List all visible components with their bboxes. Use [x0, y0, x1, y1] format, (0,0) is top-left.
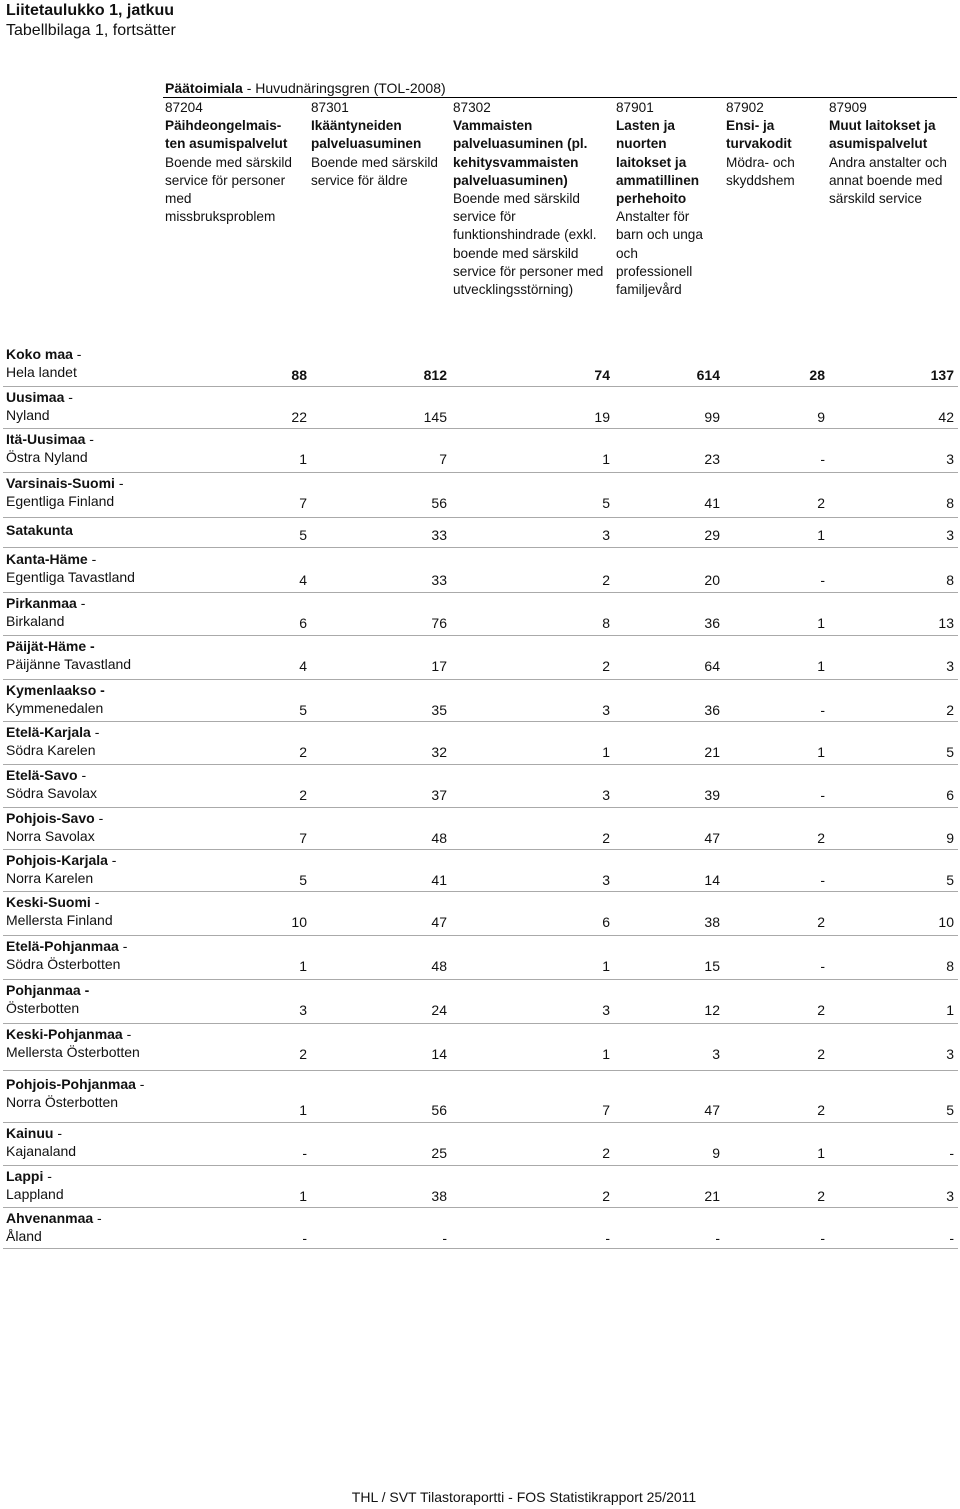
region-name [6, 345, 81, 381]
region-name-separator: - [64, 389, 73, 405]
cell-value: 2 [817, 830, 825, 846]
region-name [6, 981, 89, 1017]
cell-value: 1 [299, 1102, 307, 1118]
cell-value: 5 [299, 527, 307, 543]
region-name-sv: Norra Österbotten [6, 1094, 119, 1110]
cell-value: 1 [299, 1188, 307, 1204]
cell-value: 2 [946, 702, 954, 718]
region-name-fi-text: Etelä-Savo [6, 767, 78, 783]
region-name-separator: - [72, 346, 82, 362]
cell-value: 1 [817, 658, 825, 674]
row-divider [3, 807, 958, 808]
cell-value: 10 [291, 914, 307, 930]
column-title-fi: Ikääntyneiden palveluasuminen [311, 118, 422, 152]
region-name-fi-text: Lappi [6, 1168, 44, 1184]
region-name-fi-text: Ahvenanmaa [6, 1210, 94, 1226]
column-title-sv: Boende med särskild service för äldre [311, 154, 438, 188]
region-name [6, 681, 105, 717]
cell-value: 8 [602, 615, 610, 631]
cell-value: 5 [299, 872, 307, 888]
cell-value: 56 [431, 1102, 447, 1118]
cell-value: 7 [602, 1102, 610, 1118]
region-name-fi-text: Uusimaa [6, 389, 65, 405]
cell-value: 1 [946, 1002, 954, 1018]
region-name-sv: Åland [6, 1228, 42, 1244]
group-header [165, 80, 446, 96]
cell-value: 76 [431, 615, 447, 631]
cell-value: 28 [809, 367, 825, 383]
cell-value: 4 [299, 658, 307, 674]
region-name-fi [6, 1025, 140, 1043]
cell-value: 1 [299, 958, 307, 974]
region-name-sv: Kajanaland [6, 1143, 77, 1159]
region-name-fi-text: Pirkanmaa [6, 595, 77, 611]
region-name-sv: Mellersta Österbotten [6, 1044, 140, 1060]
cell-value: 1 [817, 1145, 825, 1161]
region-name-fi [6, 766, 97, 784]
column-code: 87301 [311, 100, 349, 115]
row-divider [3, 721, 958, 722]
region-name-fi [6, 851, 116, 869]
cell-value: 3 [946, 1046, 954, 1062]
region-name-separator: - [135, 1076, 145, 1092]
region-name-separator: - [107, 852, 117, 868]
cell-value: - [820, 872, 825, 888]
cell-value: 2 [817, 1046, 825, 1062]
column-title-sv: Anstalter för barn och unga och professionell familjevård [616, 209, 703, 298]
cell-value: 5 [946, 872, 954, 888]
cell-value: - [605, 1230, 610, 1246]
cell-value: 9 [946, 830, 954, 846]
cell-value: - [715, 1230, 720, 1246]
region-name [6, 594, 85, 630]
cell-value: 1 [602, 744, 610, 760]
region-name-fi-text: Pohjois-Karjala [6, 852, 108, 868]
cell-value: 99 [704, 409, 720, 425]
page-subtitle: Tabellbilaga 1, fortsätter [6, 22, 176, 39]
cell-value: - [820, 1230, 825, 1246]
cell-value: - [820, 572, 825, 588]
cell-value: 5 [299, 702, 307, 718]
row-divider [3, 635, 958, 636]
column-title-fi: Ensi- ja turvakodit [726, 118, 792, 152]
region-name [6, 430, 94, 466]
cell-value: 137 [930, 367, 954, 383]
region-name-fi-text: Kainuu [6, 1125, 54, 1141]
region-name-fi [6, 474, 124, 492]
cell-value: 2 [817, 1102, 825, 1118]
cell-value: 1 [602, 958, 610, 974]
region-name-fi [6, 1124, 76, 1142]
column-title-sv: Boende med särskild service för personer med missbruksproblem [165, 154, 292, 225]
region-name-sv: Lappland [6, 1186, 64, 1202]
column-code: 87909 [829, 100, 867, 115]
region-name-fi [6, 1209, 102, 1227]
cell-value: 47 [704, 1102, 720, 1118]
cell-value: 14 [704, 872, 720, 888]
row-divider [3, 979, 958, 980]
cell-value: 3 [946, 451, 954, 467]
cell-value: 2 [602, 658, 610, 674]
cell-value: 3 [946, 527, 954, 543]
cell-value: - [302, 1145, 307, 1161]
region-name-separator: - [76, 595, 86, 611]
region-name-separator: - [93, 1210, 102, 1226]
region-name-sv: Nyland [6, 407, 50, 423]
region-name-fi [6, 681, 105, 699]
cell-value: 37 [431, 787, 447, 803]
cell-value: 8 [946, 958, 954, 974]
row-divider [3, 1023, 958, 1024]
cell-value: 38 [704, 914, 720, 930]
cell-value: - [820, 787, 825, 803]
region-name-separator: - [53, 1125, 63, 1141]
region-name-separator: - [118, 938, 128, 954]
group-header-rest: - Huvudnäringsgren (TOL-2008) [242, 80, 446, 96]
region-name-fi-text: Varsinais-Suomi [6, 475, 115, 491]
row-divider [3, 1122, 958, 1123]
region-name [6, 851, 116, 887]
region-name-fi [6, 550, 135, 568]
cell-value: 3 [602, 1002, 610, 1018]
cell-value: 74 [594, 367, 610, 383]
region-name-separator: - [77, 767, 87, 783]
page-title: Liitetaulukko 1, jatkuu [6, 2, 175, 19]
region-name-separator: - [114, 475, 124, 491]
column-code: 87204 [165, 100, 203, 115]
region-name-sv: Östra Nyland [6, 449, 88, 465]
cell-value: 13 [938, 615, 954, 631]
header-rule [163, 97, 957, 98]
region-name-fi [6, 345, 81, 363]
column-title-sv: Boende med särskild service för funktionshindrade (exkl. boende med särskild service för personer med utvecklingsstörning) [453, 191, 604, 298]
column-title-fi: Lasten ja nuorten laitokset ja ammatillinen perhehoito [616, 118, 700, 207]
cell-value: 41 [704, 495, 720, 511]
region-name-fi-text: Keski-Suomi [6, 894, 91, 910]
cell-value: 32 [431, 744, 447, 760]
cell-value: 3 [602, 702, 610, 718]
region-name-fi-text: Keski-Pohjanmaa [6, 1026, 123, 1042]
region-name-fi [6, 981, 89, 999]
cell-value: 19 [594, 409, 610, 425]
cell-value: 2 [602, 830, 610, 846]
cell-value: 2 [817, 1188, 825, 1204]
region-name-fi-text: Kymenlaakso - [6, 682, 105, 698]
region-name-sv: Norra Savolax [6, 828, 95, 844]
region-name-fi-text: Itä-Uusimaa [6, 431, 86, 447]
cell-value: 3 [602, 872, 610, 888]
column-header-87901 [616, 99, 703, 299]
region-name [6, 521, 73, 539]
cell-value: 36 [704, 702, 720, 718]
region-name [6, 637, 131, 673]
row-divider [3, 679, 958, 680]
column-title-sv: Andra anstalter och annat boende med särskild service [829, 154, 947, 207]
cell-value: 5 [946, 1102, 954, 1118]
column-header-87301 [311, 99, 438, 190]
region-name [6, 388, 73, 424]
region-name-separator: - [87, 551, 97, 567]
region-name-separator: - [85, 431, 94, 447]
region-name-sv: Birkaland [6, 613, 65, 629]
row-divider [3, 547, 958, 548]
cell-value: 3 [946, 1188, 954, 1204]
column-title-fi: Päihdeongelmais- ten asumispalvelut [165, 118, 288, 152]
row-divider [3, 1248, 958, 1249]
cell-value: 1 [817, 527, 825, 543]
cell-value: 29 [704, 527, 720, 543]
region-name-sv: Kymmenedalen [6, 700, 104, 716]
cell-value: 36 [704, 615, 720, 631]
cell-value: 2 [817, 495, 825, 511]
region-name-fi [6, 809, 103, 827]
column-header-87902 [726, 99, 795, 190]
cell-value: 2 [602, 1145, 610, 1161]
cell-value: 20 [704, 572, 720, 588]
cell-value: 64 [704, 658, 720, 674]
cell-value: 47 [704, 830, 720, 846]
page-footer: THL / SVT Tilastoraportti - FOS Statistikrapport 25/2011 [351, 1489, 697, 1505]
cell-value: 6 [946, 787, 954, 803]
cell-value: 10 [938, 914, 954, 930]
cell-value: 25 [431, 1145, 447, 1161]
cell-value: - [820, 451, 825, 467]
cell-value: 2 [299, 744, 307, 760]
region-name-fi [6, 893, 113, 911]
cell-value: 24 [431, 1002, 447, 1018]
cell-value: 9 [712, 1145, 720, 1161]
cell-value: 4 [299, 572, 307, 588]
region-name-sv: Egentliga Finland [6, 493, 115, 509]
region-name [6, 937, 127, 973]
cell-value: 1 [602, 1046, 610, 1062]
cell-value: 23 [704, 451, 720, 467]
cell-value: 1 [817, 615, 825, 631]
region-name-fi [6, 430, 94, 448]
cell-value: 14 [431, 1046, 447, 1062]
region-name [6, 809, 103, 845]
cell-value: 2 [299, 787, 307, 803]
region-name-separator: - [90, 724, 100, 740]
region-name-fi [6, 1167, 64, 1185]
region-name-separator: - [43, 1168, 52, 1184]
column-header-87909 [829, 99, 947, 208]
cell-value: 3 [299, 1002, 307, 1018]
cell-value: - [949, 1230, 954, 1246]
cell-value: 21 [704, 744, 720, 760]
cell-value: 6 [299, 615, 307, 631]
column-title-fi: Muut laitokset ja asumispalvelut [829, 118, 936, 152]
row-divider [3, 1165, 958, 1166]
region-name [6, 1209, 102, 1245]
row-divider [3, 428, 958, 429]
cell-value: 38 [431, 1188, 447, 1204]
column-code: 87902 [726, 100, 764, 115]
row-divider [3, 935, 958, 936]
region-name-separator: - [90, 894, 100, 910]
cell-value: 12 [704, 1002, 720, 1018]
cell-value: 2 [602, 572, 610, 588]
cell-value: 2 [817, 914, 825, 930]
region-name-fi-text: Pohjanmaa - [6, 982, 90, 998]
region-name-fi [6, 937, 127, 955]
row-divider [3, 472, 958, 473]
region-name-fi-text: Satakunta [6, 522, 73, 538]
row-divider [3, 386, 958, 387]
cell-value: - [820, 958, 825, 974]
cell-value: 42 [938, 409, 954, 425]
cell-value: 33 [431, 527, 447, 543]
cell-value: 3 [946, 658, 954, 674]
column-title-fi: Vammaisten palveluasuminen (pl. kehitysvammaisten palveluasuminen) [453, 118, 588, 188]
cell-value: 5 [602, 495, 610, 511]
row-divider [3, 1070, 958, 1071]
cell-value: 3 [602, 787, 610, 803]
region-name [6, 1025, 140, 1061]
region-name [6, 1075, 144, 1111]
region-name [6, 474, 124, 510]
region-name-separator: - [94, 810, 104, 826]
column-header-87302 [453, 99, 603, 299]
row-divider [3, 517, 958, 518]
region-name-sv: Södra Österbotten [6, 956, 121, 972]
cell-value: 2 [602, 1188, 610, 1204]
cell-value: 17 [431, 658, 447, 674]
cell-value: 15 [704, 958, 720, 974]
cell-value: 614 [696, 367, 720, 383]
region-name-fi-text: Etelä-Karjala [6, 724, 91, 740]
cell-value: 2 [299, 1046, 307, 1062]
region-name-sv: Hela landet [6, 364, 77, 380]
cell-value: 47 [431, 914, 447, 930]
row-divider [3, 891, 958, 892]
cell-value: 56 [431, 495, 447, 511]
region-name-sv: Norra Karelen [6, 870, 94, 886]
region-name-sv: Södra Savolax [6, 785, 98, 801]
cell-value: 5 [946, 744, 954, 760]
region-name [6, 1167, 64, 1203]
cell-value: 21 [704, 1188, 720, 1204]
cell-value: 1 [299, 451, 307, 467]
region-name [6, 550, 135, 586]
column-header-87204 [165, 99, 292, 226]
group-header-bold: Päätoimiala [165, 80, 243, 96]
region-name-sv: Päijänne Tavastland [6, 656, 132, 672]
region-name-fi [6, 388, 73, 406]
cell-value: 7 [299, 830, 307, 846]
region-name-fi [6, 1075, 144, 1093]
row-divider [3, 592, 958, 593]
region-name-fi-text: Kanta-Häme [6, 551, 88, 567]
cell-value: 48 [431, 958, 447, 974]
cell-value: - [949, 1145, 954, 1161]
region-name-fi [6, 594, 85, 612]
region-name-sv: Mellersta Finland [6, 912, 113, 928]
column-code: 87302 [453, 100, 491, 115]
region-name-fi-text: Pohjois-Pohjanmaa [6, 1076, 136, 1092]
region-name-sv: Österbotten [6, 1000, 80, 1016]
cell-value: 39 [704, 787, 720, 803]
cell-value: 3 [712, 1046, 720, 1062]
cell-value: 6 [602, 914, 610, 930]
region-name-fi-text: Koko maa [6, 346, 73, 362]
cell-value: 35 [431, 702, 447, 718]
cell-value: 9 [817, 409, 825, 425]
region-name [6, 766, 97, 802]
cell-value: 7 [299, 495, 307, 511]
region-name-sv: Södra Karelen [6, 742, 96, 758]
row-divider [3, 1207, 958, 1208]
cell-value: 7 [439, 451, 447, 467]
cell-value: - [302, 1230, 307, 1246]
cell-value: 33 [431, 572, 447, 588]
region-name [6, 1124, 76, 1160]
cell-value: 1 [817, 744, 825, 760]
region-name-separator: - [122, 1026, 132, 1042]
region-name-fi [6, 637, 131, 655]
cell-value: 3 [602, 527, 610, 543]
region-name-fi-text: Pohjois-Savo [6, 810, 95, 826]
cell-value: 145 [423, 409, 447, 425]
region-name-sv: Egentliga Tavastland [6, 569, 135, 585]
cell-value: 22 [291, 409, 307, 425]
cell-value: 2 [817, 1002, 825, 1018]
column-title-sv: Mödra- och skyddshem [726, 154, 795, 188]
region-name [6, 893, 113, 929]
region-name-fi-text: Etelä-Pohjanmaa [6, 938, 119, 954]
region-name [6, 723, 99, 759]
row-divider [3, 849, 958, 850]
region-name-fi-text: Päijät-Häme - [6, 638, 95, 654]
cell-value: 1 [602, 451, 610, 467]
cell-value: 88 [291, 367, 307, 383]
cell-value: 8 [946, 495, 954, 511]
region-name-fi [6, 723, 99, 741]
cell-value: 812 [423, 367, 447, 383]
cell-value: 8 [946, 572, 954, 588]
cell-value: - [820, 702, 825, 718]
row-divider [3, 764, 958, 765]
column-code: 87901 [616, 100, 654, 115]
cell-value: 48 [431, 830, 447, 846]
cell-value: 41 [431, 872, 447, 888]
cell-value: - [442, 1230, 447, 1246]
region-name-fi [6, 521, 73, 539]
